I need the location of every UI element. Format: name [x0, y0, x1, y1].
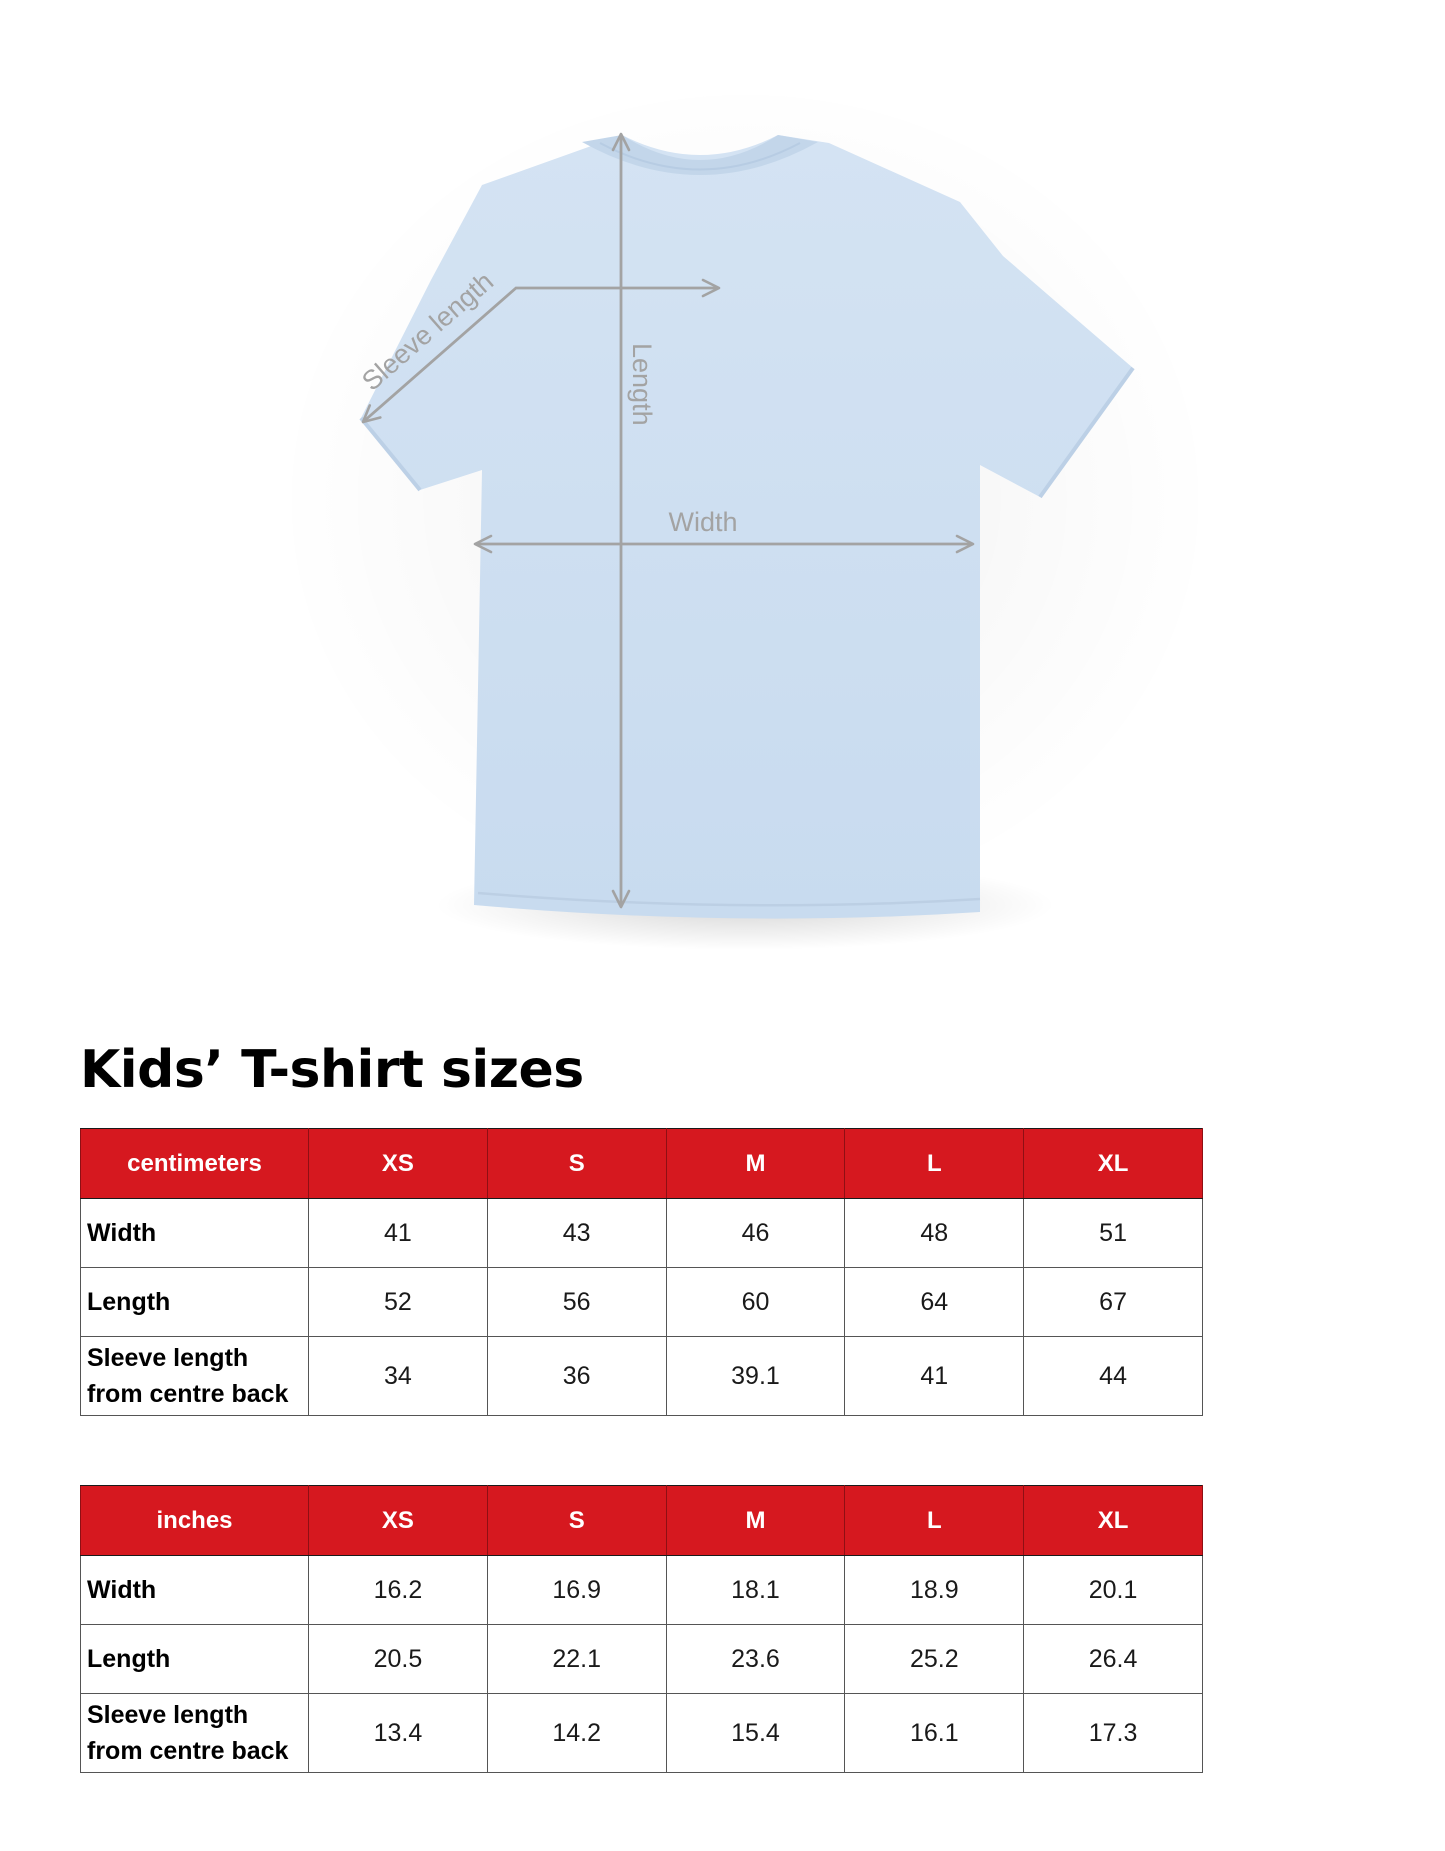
unit-header: centimeters	[81, 1129, 309, 1199]
size-header: M	[666, 1129, 845, 1199]
row-label-line: Sleeve length	[87, 1344, 249, 1372]
table-cell: 25.2	[845, 1625, 1024, 1694]
row-label: Length	[81, 1625, 309, 1694]
table-cell: 14.2	[487, 1694, 666, 1773]
table-cell: 22.1	[487, 1625, 666, 1694]
size-header: XL	[1024, 1129, 1203, 1199]
table-row	[81, 1337, 1203, 1416]
table-cell: 44	[1024, 1337, 1203, 1416]
sleeve-length-label: Sleeve length	[356, 266, 500, 397]
table-cell: 64	[845, 1268, 1024, 1337]
table-cell: 20.5	[309, 1625, 488, 1694]
table-cell: 34	[309, 1337, 488, 1416]
table-row	[81, 1694, 1203, 1773]
page-title: Kids’ T-shirt sizes	[80, 1040, 584, 1100]
table-header-row	[81, 1486, 1203, 1556]
row-label: Length	[81, 1268, 309, 1337]
table-cell: 13.4	[309, 1694, 488, 1773]
row-label-line: from centre back	[87, 1380, 289, 1408]
row-label-line: Sleeve length	[87, 1701, 249, 1729]
table-cell: 23.6	[666, 1625, 845, 1694]
table-cell: 46	[666, 1199, 845, 1268]
table-cell: 52	[309, 1268, 488, 1337]
row-label	[81, 1694, 309, 1773]
row-label: Width	[81, 1556, 309, 1625]
size-header: XS	[309, 1486, 488, 1556]
size-header: L	[845, 1129, 1024, 1199]
size-header: S	[487, 1129, 666, 1199]
table-cell: 56	[487, 1268, 666, 1337]
table-cell: 16.2	[309, 1556, 488, 1625]
table-cell: 26.4	[1024, 1625, 1203, 1694]
table-cell: 17.3	[1024, 1694, 1203, 1773]
table-row	[81, 1556, 1203, 1625]
table-cell: 60	[666, 1268, 845, 1337]
table-cell: 43	[487, 1199, 666, 1268]
size-header: M	[666, 1486, 845, 1556]
table-cell: 51	[1024, 1199, 1203, 1268]
table-cell: 16.1	[845, 1694, 1024, 1773]
table-cell: 18.9	[845, 1556, 1024, 1625]
table-cell: 18.1	[666, 1556, 845, 1625]
size-header: L	[845, 1486, 1024, 1556]
table-cell: 15.4	[666, 1694, 845, 1773]
length-label: Length	[627, 343, 657, 426]
table-cell: 67	[1024, 1268, 1203, 1337]
unit-header: inches	[81, 1486, 309, 1556]
table-cell: 20.1	[1024, 1556, 1203, 1625]
table-row	[81, 1268, 1203, 1337]
row-label-line: from centre back	[87, 1737, 289, 1765]
width-label: Width	[668, 507, 738, 537]
table-cell: 41	[845, 1337, 1024, 1416]
size-table-inches	[80, 1485, 1203, 1773]
size-header: S	[487, 1486, 666, 1556]
table-cell: 48	[845, 1199, 1024, 1268]
table-row	[81, 1625, 1203, 1694]
size-header: XL	[1024, 1486, 1203, 1556]
table-cell: 36	[487, 1337, 666, 1416]
table-cell: 41	[309, 1199, 488, 1268]
size-header: XS	[309, 1129, 488, 1199]
table-cell: 39.1	[666, 1337, 845, 1416]
table-header-row	[81, 1129, 1203, 1199]
row-label: Width	[81, 1199, 309, 1268]
row-label	[81, 1337, 309, 1416]
size-table-centimeters	[80, 1128, 1203, 1416]
table-row	[81, 1199, 1203, 1268]
table-cell: 16.9	[487, 1556, 666, 1625]
